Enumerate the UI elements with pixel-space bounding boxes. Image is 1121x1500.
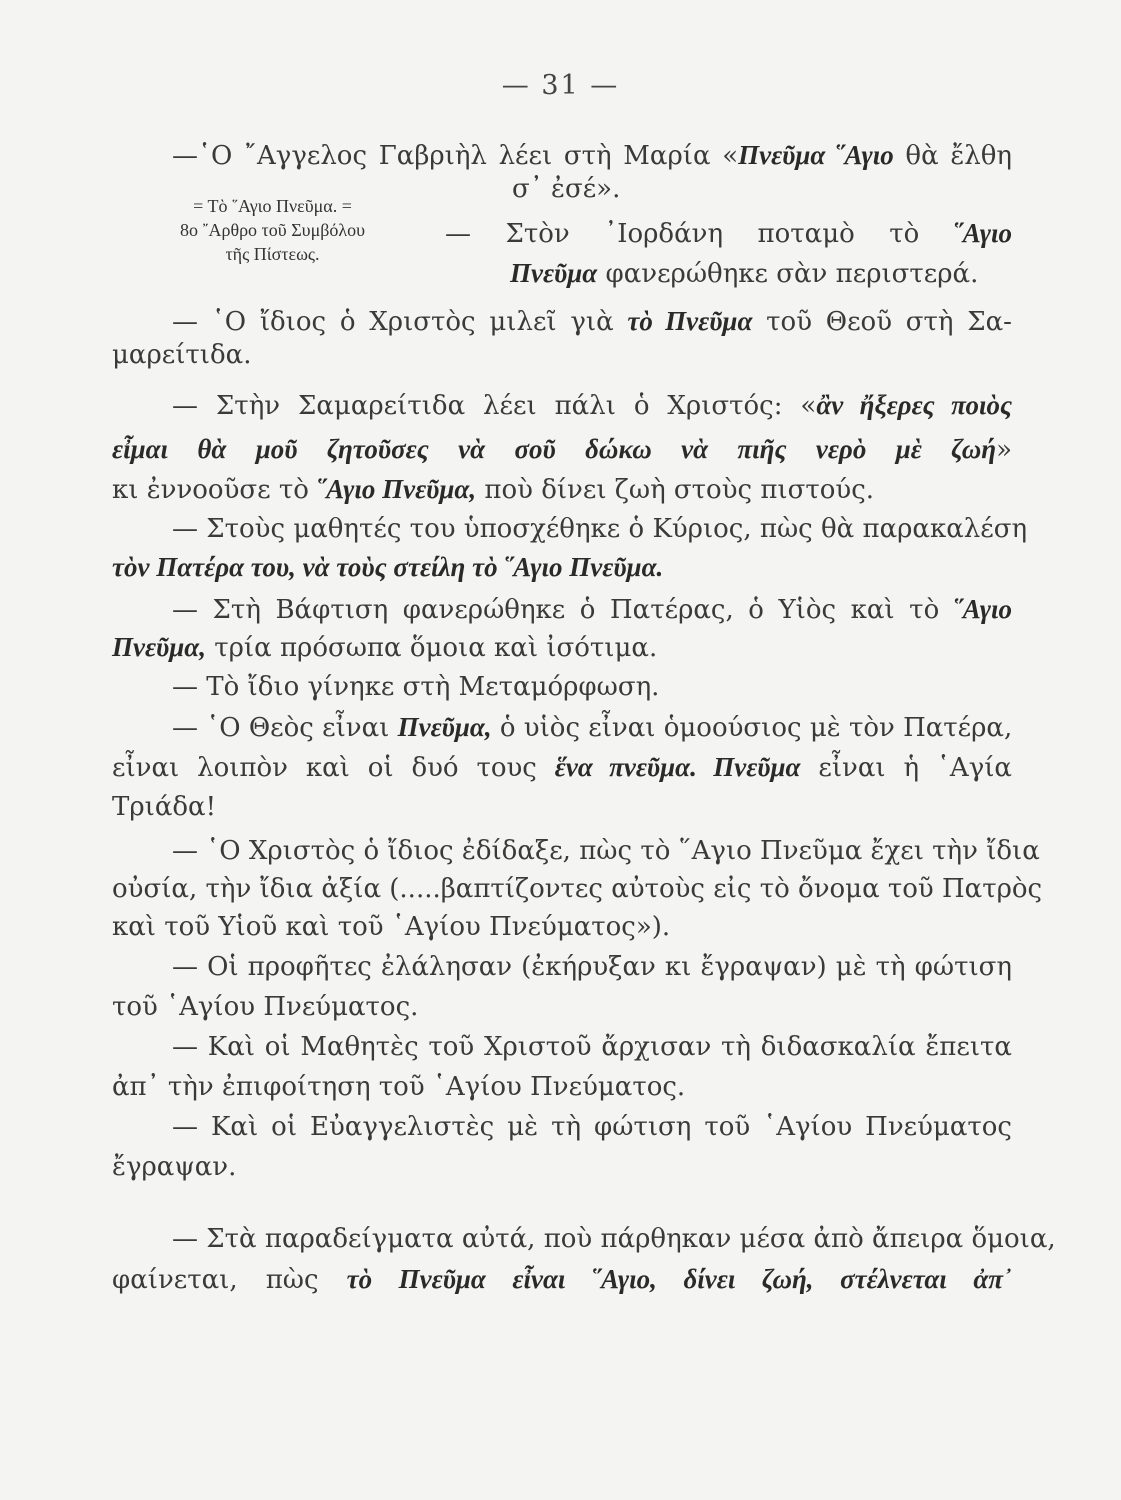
text-line: — Στὰ παραδείγματα αὐτά, ποὺ πάρθηκαν μέσα ἀπὸ ἄπειρα ὅμοια, [172,1224,1056,1254]
text-line: ἀπ᾽ τὴν ἐπιφοίτηση τοῦ ῾Αγίου Πνεύματος. [112,1072,686,1102]
text-line: εἶμαι θὰ μοῦ ζητοῦσες νὰ σοῦ δώκω νὰ πιῆς νερὸ μὲ ζωή» [112,434,1012,465]
text-line: — Οἱ προφῆτες ἐλάλησαν (ἐκήρυξαν κι ἔγραψαν) μὲ τὴ φώτιση [172,952,1012,982]
text-line: — ῾Ο ἴδιος ὁ Χριστὸς μιλεῖ γιὰ τὸ Πνεῦμα τοῦ Θεοῦ στὴ Σα- [172,306,1012,337]
margin-note-article: 8ο ῎Αρθρο τοῦ Συμβόλου [179,220,366,240]
text-line: σ᾽ ἐσέ». [512,174,621,204]
text-line: φαίνεται, πὼς τὸ Πνεῦμα εἶναι ῞Αγιο, δίνει ζωή, στέλνεται ἀπ᾽ [112,1264,1012,1295]
text-line: — Καὶ οἱ Εὐαγγελιστὲς μὲ τὴ φώτιση τοῦ ῾Αγίου Πνεύματος [172,1112,1012,1142]
text-line: εἶναι λοιπὸν καὶ οἱ δυό τους ἕνα πνεῦμα. Πνεῦμα εἶναι ἡ ῾Αγία [112,752,1012,783]
page-number: — 31 — [501,70,620,101]
text-line: τοῦ ῾Αγίου Πνεύματος. [112,992,419,1022]
text-line: τὸν Πατέρα του, νὰ τοὺς στείλη τὸ ῞Αγιο Πνεῦμα. [112,552,664,582]
text-line: ἔγραψαν. [112,1152,237,1182]
margin-note-subtitle: τῆς Πίστεως. [225,244,320,264]
text-line: μαρείτιδα. [112,340,252,370]
text-line: Τριάδα! [112,792,217,822]
text-line: — Στὸν ᾿Ιορδάνη ποταμὸ τὸ ῞Αγιο [445,218,1012,249]
text-line: Πνεῦμα φανερώθηκε σὰν περιστερά. [510,258,979,289]
text-line: — ῾Ο Χριστὸς ὁ ἴδιος ἐδίδαξε, πὼς τὸ ῞Αγιο Πνεῦμα ἔχει τὴν ἴδια [172,836,1040,866]
text-line: οὐσία, τὴν ἴδια ἀξία (.....βαπτίζοντες αὐτοὺς εἰς τὸ ὄνομα τοῦ Πατρὸς [112,874,1043,904]
text-line: — Στοὺς μαθητές του ὑποσχέθηκε ὁ Κύριος, πὼς θὰ παρακαλέση [172,514,1028,544]
margin-note-title: = Τὸ ῞Αγιο Πνεῦμα. = [193,196,352,216]
text-line: Πνεῦμα, τρία πρόσωπα ὅμοια καὶ ἰσότιμα. [112,632,658,663]
text-line: —῾Ο ῎Αγγελος Γαβριὴλ λέει στὴ Μαρία «Πνεῦμα ῞Αγιο θὰ ἔλθη [172,140,1012,171]
text-line: — Στὴν Σαμαρείτιδα λέει πάλι ὁ Χριστός: «ἂν ἤξερες ποιὸς [172,390,1012,421]
text-line: — Τὸ ἴδιο γίνηκε στὴ Μεταμόρφωση. [172,672,660,702]
text-line: — Καὶ οἱ Μαθητὲς τοῦ Χριστοῦ ἄρχισαν τὴ διδασκαλία ἔπειτα [172,1032,1012,1062]
text-line: — Στὴ Βάφτιση φανερώθηκε ὁ Πατέρας, ὁ Υἱὸς καὶ τὸ ῞Αγιο [172,594,1012,625]
margin-note [100,194,445,266]
text-line: — ῾Ο Θεὸς εἶναι Πνεῦμα, ὁ υἱὸς εἶναι ὁμοούσιος μὲ τὸν Πατέρα, [172,712,1013,743]
text-line: καὶ τοῦ Υἱοῦ καὶ τοῦ ῾Αγίου Πνεύματος»). [112,912,671,942]
text-line: κι ἐννοοῦσε τὸ ῞Αγιο Πνεῦμα, ποὺ δίνει ζωὴ στοὺς πιστούς. [112,474,875,505]
